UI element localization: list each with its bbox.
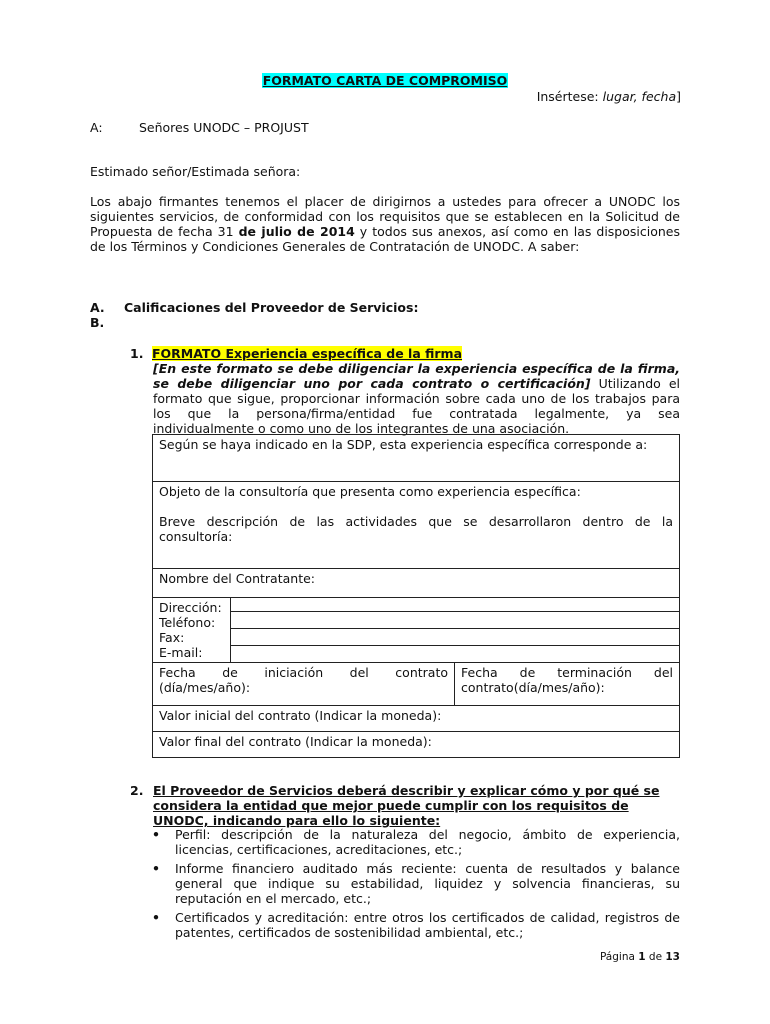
initial-value-cell: Valor inicial del contrato (Indicar la moneda):	[153, 706, 680, 732]
start-date-cell: Fecha de iniciación del contrato (día/mes/año):	[153, 663, 455, 706]
list-item: • Certificados y acreditación: entre otros los certificados de calidad, registros de patentes, certificados de sostenibilidad ambiental, etc.;	[152, 910, 680, 940]
phone-value-cell	[231, 611, 680, 628]
section-a-heading: A. Calificaciones del Proveedor de Servicios: B.	[90, 300, 419, 330]
consultancy-object-cell: Objeto de la consultoría que presenta como experiencia específica: Breve descripción de las actividades que se desarrollaron dentro de la consultoría:	[153, 482, 680, 569]
fax-value-cell	[231, 628, 680, 645]
item-1: 1. FORMATO Experiencia específica de la firma [En este formato se debe diligenciar la experiencia específica de la firma, se debe diligenciar uno por cada contrato o certificación] Utilizando el formato que sigue, proporcionar información sobre cada uno de los trabajos para los que la persona/firma/entidad fue contratada legalmente, ya sea individualmente o como uno de los integrantes de una asociación.	[130, 346, 680, 436]
item-2: 2. El Proveedor de Servicios deberá describir y explicar cómo y por qué se considera la entidad que mejor puede cumplir con los requisitos de UNODC, indicando para ello lo siguiente:	[130, 783, 680, 828]
document-title: FORMATO CARTA DE COMPROMISO	[262, 73, 508, 88]
addressee-label: A:	[90, 120, 103, 135]
contractor-name-cell: Nombre del Contratante:	[153, 569, 680, 598]
addressee-value: Señores UNODC – PROJUST	[138, 120, 309, 135]
end-date-cell: Fecha de terminación del contrato(día/mes/año):	[455, 663, 680, 706]
requirements-list	[152, 827, 680, 944]
list-item: • Perfil: descripción de la naturaleza del negocio, ámbito de experiencia, licencias, certificaciones, acreditaciones, etc.;	[152, 827, 680, 857]
sdp-correspondence-cell: Según se haya indicado en la SDP, esta experiencia específica corresponde a:	[153, 435, 680, 482]
list-item: • Informe financiero auditado más reciente: cuenta de resultados y balance general que indique su estabilidad, liquidez y solvencia financieras, su reputación en el mercado, etc.;	[152, 861, 680, 906]
page-number: Página 1 de 13	[599, 951, 680, 963]
email-value-cell	[231, 645, 680, 662]
item-1-instructions: [En este formato se debe diligenciar la experiencia específica de la firma, se debe diligenciar uno por cada contrato o certificación] Utilizando el formato que sigue, proporcionar información sobre cada uno de los trabajos para los que la persona/firma/entidad fue contratada legalmente, ya sea individualmente o como uno de los integrantes de una asociación.	[153, 361, 680, 436]
item-2-heading: El Proveedor de Servicios deberá describir y explicar cómo y por qué se considera la entidad que mejor puede cumplir con los requisitos de UNODC, indicando para ello lo siguiente:	[153, 783, 660, 828]
address-value-cell	[231, 598, 680, 612]
item-1-heading: FORMATO Experiencia específica de la firma	[152, 346, 463, 361]
intro-paragraph: Los abajo firmantes tenemos el placer de dirigirnos a ustedes para ofrecer a UNODC los siguientes servicios, de conformidad con los requisitos que se establecen en la Solicitud de Propuesta de fecha 31 de julio de 2014 y todos sus anexos, así como en las disposiciones de los Términos y Condiciones Generales de Contratación de UNODC. A saber:	[90, 194, 680, 254]
contact-labels-cell: Dirección: Teléfono: Fax: E-mail:	[153, 598, 231, 663]
greeting: Estimado señor/Estimada señora:	[90, 164, 301, 179]
final-value-cell: Valor final del contrato (Indicar la moneda):	[153, 732, 680, 758]
insert-place-date: Insértese: lugar, fecha]	[536, 89, 681, 104]
experience-form-table	[152, 434, 680, 758]
addressee	[90, 120, 309, 135]
